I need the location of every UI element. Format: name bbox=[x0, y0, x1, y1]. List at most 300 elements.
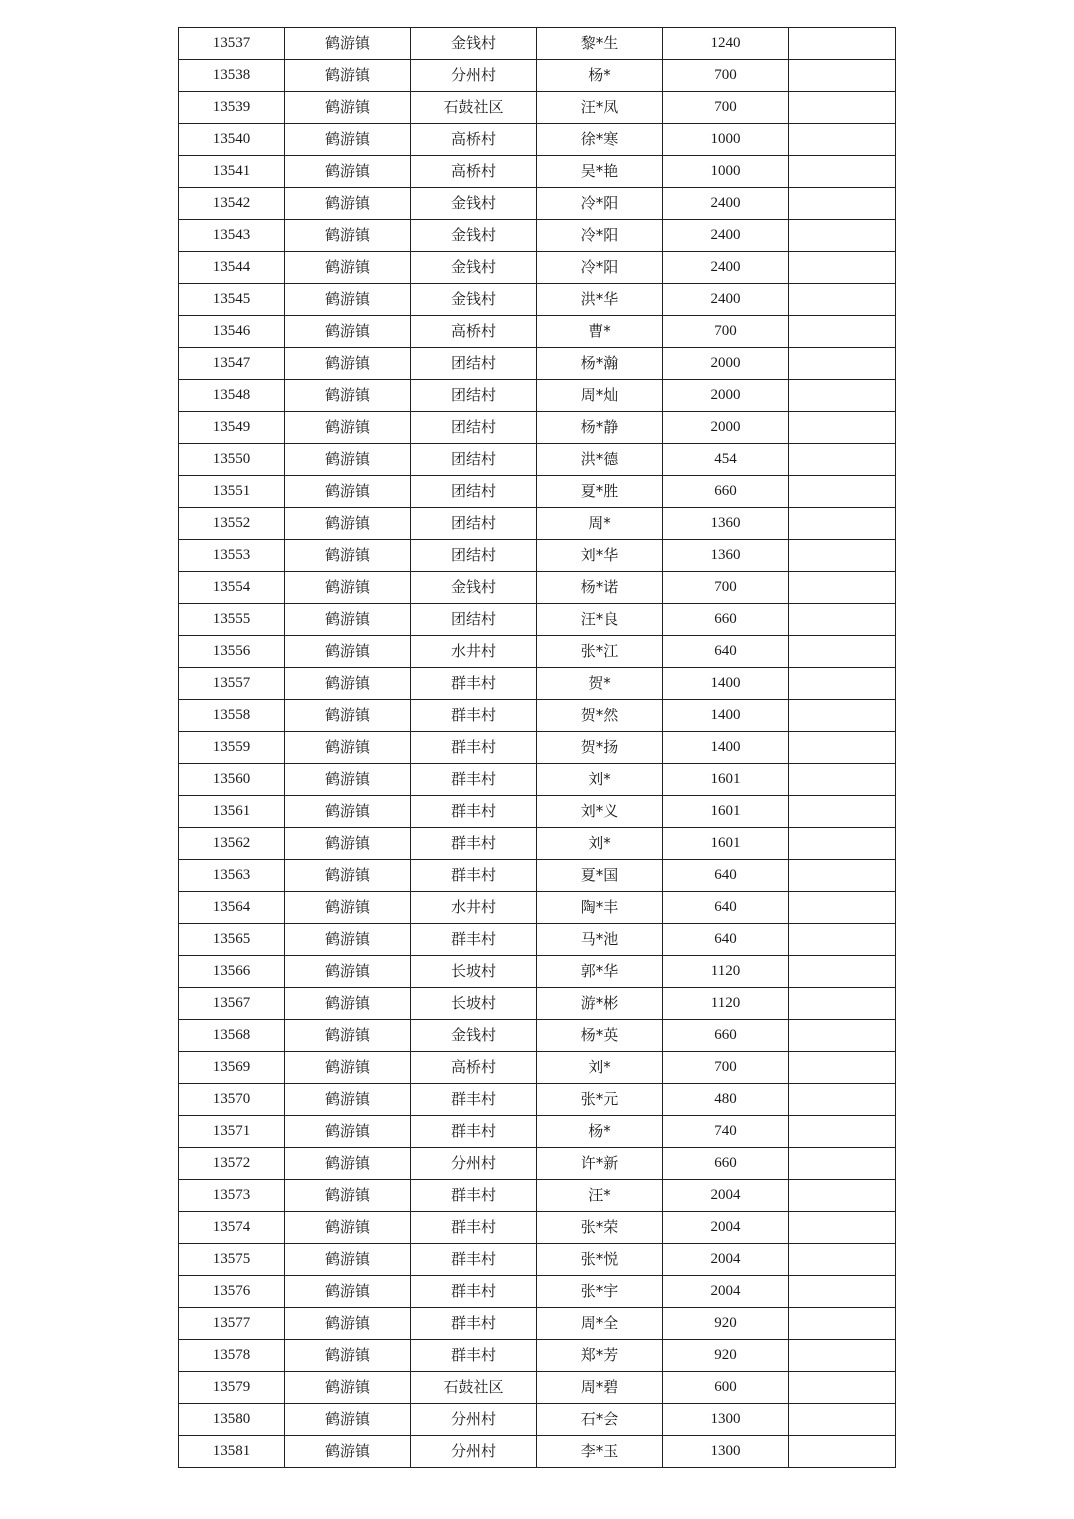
table-row bbox=[179, 860, 896, 892]
village-cell: 群丰村 bbox=[411, 860, 537, 892]
town-cell: 鹤游镇 bbox=[285, 1084, 411, 1116]
serial-number-cell: 13548 bbox=[179, 380, 285, 412]
table-row bbox=[179, 988, 896, 1020]
table-row bbox=[179, 252, 896, 284]
amount-cell: 640 bbox=[663, 892, 789, 924]
amount-cell: 1601 bbox=[663, 796, 789, 828]
amount-cell: 2004 bbox=[663, 1180, 789, 1212]
town-cell: 鹤游镇 bbox=[285, 380, 411, 412]
serial-number-cell: 13556 bbox=[179, 636, 285, 668]
serial-number-cell: 13540 bbox=[179, 124, 285, 156]
name-cell: 杨* bbox=[537, 60, 663, 92]
amount-cell: 2400 bbox=[663, 284, 789, 316]
table-row bbox=[179, 892, 896, 924]
serial-number-cell: 13551 bbox=[179, 476, 285, 508]
remark-cell bbox=[789, 284, 896, 316]
remark-cell bbox=[789, 316, 896, 348]
remark-cell bbox=[789, 252, 896, 284]
name-cell: 张*荣 bbox=[537, 1212, 663, 1244]
name-cell: 黎*生 bbox=[537, 28, 663, 60]
amount-cell: 2004 bbox=[663, 1212, 789, 1244]
table-row bbox=[179, 924, 896, 956]
table-row bbox=[179, 124, 896, 156]
serial-number-cell: 13562 bbox=[179, 828, 285, 860]
village-cell: 团结村 bbox=[411, 380, 537, 412]
amount-cell: 660 bbox=[663, 1148, 789, 1180]
serial-number-cell: 13577 bbox=[179, 1308, 285, 1340]
remark-cell bbox=[789, 924, 896, 956]
name-cell: 夏*胜 bbox=[537, 476, 663, 508]
amount-cell: 700 bbox=[663, 1052, 789, 1084]
town-cell: 鹤游镇 bbox=[285, 1276, 411, 1308]
amount-cell: 1601 bbox=[663, 764, 789, 796]
remark-cell bbox=[789, 572, 896, 604]
name-cell: 冷*阳 bbox=[537, 188, 663, 220]
serial-number-cell: 13550 bbox=[179, 444, 285, 476]
name-cell: 周* bbox=[537, 508, 663, 540]
table-row bbox=[179, 220, 896, 252]
town-cell: 鹤游镇 bbox=[285, 540, 411, 572]
serial-number-cell: 13555 bbox=[179, 604, 285, 636]
remark-cell bbox=[789, 1372, 896, 1404]
remark-cell bbox=[789, 828, 896, 860]
remark-cell bbox=[789, 988, 896, 1020]
name-cell: 周*灿 bbox=[537, 380, 663, 412]
town-cell: 鹤游镇 bbox=[285, 988, 411, 1020]
name-cell: 刘* bbox=[537, 828, 663, 860]
name-cell: 周*全 bbox=[537, 1308, 663, 1340]
amount-cell: 1360 bbox=[663, 508, 789, 540]
amount-cell: 2004 bbox=[663, 1276, 789, 1308]
town-cell: 鹤游镇 bbox=[285, 572, 411, 604]
table-row bbox=[179, 764, 896, 796]
table-row bbox=[179, 412, 896, 444]
data-table bbox=[178, 27, 896, 1468]
serial-number-cell: 13544 bbox=[179, 252, 285, 284]
table-row bbox=[179, 92, 896, 124]
serial-number-cell: 13543 bbox=[179, 220, 285, 252]
name-cell: 洪*德 bbox=[537, 444, 663, 476]
town-cell: 鹤游镇 bbox=[285, 476, 411, 508]
town-cell: 鹤游镇 bbox=[285, 732, 411, 764]
name-cell: 马*池 bbox=[537, 924, 663, 956]
town-cell: 鹤游镇 bbox=[285, 1116, 411, 1148]
village-cell: 石鼓社区 bbox=[411, 92, 537, 124]
remark-cell bbox=[789, 1052, 896, 1084]
name-cell: 周*碧 bbox=[537, 1372, 663, 1404]
remark-cell bbox=[789, 220, 896, 252]
name-cell: 张*元 bbox=[537, 1084, 663, 1116]
village-cell: 群丰村 bbox=[411, 1212, 537, 1244]
remark-cell bbox=[789, 1116, 896, 1148]
table-body bbox=[179, 28, 896, 1468]
village-cell: 群丰村 bbox=[411, 1180, 537, 1212]
name-cell: 冷*阳 bbox=[537, 252, 663, 284]
serial-number-cell: 13549 bbox=[179, 412, 285, 444]
name-cell: 许*新 bbox=[537, 1148, 663, 1180]
amount-cell: 700 bbox=[663, 92, 789, 124]
amount-cell: 1120 bbox=[663, 988, 789, 1020]
name-cell: 夏*国 bbox=[537, 860, 663, 892]
table-row bbox=[179, 284, 896, 316]
village-cell: 群丰村 bbox=[411, 764, 537, 796]
village-cell: 水井村 bbox=[411, 892, 537, 924]
village-cell: 群丰村 bbox=[411, 828, 537, 860]
village-cell: 金钱村 bbox=[411, 284, 537, 316]
serial-number-cell: 13542 bbox=[179, 188, 285, 220]
serial-number-cell: 13580 bbox=[179, 1404, 285, 1436]
remark-cell bbox=[789, 1244, 896, 1276]
table-row bbox=[179, 668, 896, 700]
town-cell: 鹤游镇 bbox=[285, 1404, 411, 1436]
table-row bbox=[179, 828, 896, 860]
town-cell: 鹤游镇 bbox=[285, 1020, 411, 1052]
town-cell: 鹤游镇 bbox=[285, 156, 411, 188]
remark-cell bbox=[789, 1404, 896, 1436]
town-cell: 鹤游镇 bbox=[285, 508, 411, 540]
amount-cell: 1601 bbox=[663, 828, 789, 860]
town-cell: 鹤游镇 bbox=[285, 124, 411, 156]
village-cell: 金钱村 bbox=[411, 28, 537, 60]
remark-cell bbox=[789, 156, 896, 188]
remark-cell bbox=[789, 92, 896, 124]
table-row bbox=[179, 188, 896, 220]
table-row bbox=[179, 316, 896, 348]
serial-number-cell: 13575 bbox=[179, 1244, 285, 1276]
serial-number-cell: 13561 bbox=[179, 796, 285, 828]
remark-cell bbox=[789, 700, 896, 732]
remark-cell bbox=[789, 796, 896, 828]
name-cell: 李*玉 bbox=[537, 1436, 663, 1468]
table-row bbox=[179, 380, 896, 412]
serial-number-cell: 13579 bbox=[179, 1372, 285, 1404]
remark-cell bbox=[789, 668, 896, 700]
remark-cell bbox=[789, 892, 896, 924]
village-cell: 金钱村 bbox=[411, 252, 537, 284]
amount-cell: 640 bbox=[663, 636, 789, 668]
village-cell: 群丰村 bbox=[411, 1244, 537, 1276]
amount-cell: 2004 bbox=[663, 1244, 789, 1276]
name-cell: 郑*芳 bbox=[537, 1340, 663, 1372]
town-cell: 鹤游镇 bbox=[285, 1372, 411, 1404]
town-cell: 鹤游镇 bbox=[285, 252, 411, 284]
name-cell: 洪*华 bbox=[537, 284, 663, 316]
village-cell: 高桥村 bbox=[411, 156, 537, 188]
name-cell: 刘* bbox=[537, 764, 663, 796]
table-row bbox=[179, 1052, 896, 1084]
remark-cell bbox=[789, 1212, 896, 1244]
amount-cell: 1400 bbox=[663, 668, 789, 700]
amount-cell: 1300 bbox=[663, 1436, 789, 1468]
table-row bbox=[179, 1084, 896, 1116]
remark-cell bbox=[789, 444, 896, 476]
name-cell: 吴*艳 bbox=[537, 156, 663, 188]
serial-number-cell: 13545 bbox=[179, 284, 285, 316]
town-cell: 鹤游镇 bbox=[285, 1340, 411, 1372]
town-cell: 鹤游镇 bbox=[285, 956, 411, 988]
village-cell: 金钱村 bbox=[411, 220, 537, 252]
remark-cell bbox=[789, 412, 896, 444]
amount-cell: 2400 bbox=[663, 252, 789, 284]
town-cell: 鹤游镇 bbox=[285, 860, 411, 892]
serial-number-cell: 13554 bbox=[179, 572, 285, 604]
name-cell: 贺* bbox=[537, 668, 663, 700]
town-cell: 鹤游镇 bbox=[285, 412, 411, 444]
remark-cell bbox=[789, 764, 896, 796]
amount-cell: 2400 bbox=[663, 220, 789, 252]
town-cell: 鹤游镇 bbox=[285, 220, 411, 252]
remark-cell bbox=[789, 1180, 896, 1212]
village-cell: 水井村 bbox=[411, 636, 537, 668]
town-cell: 鹤游镇 bbox=[285, 668, 411, 700]
village-cell: 长坡村 bbox=[411, 988, 537, 1020]
amount-cell: 1400 bbox=[663, 700, 789, 732]
town-cell: 鹤游镇 bbox=[285, 892, 411, 924]
serial-number-cell: 13553 bbox=[179, 540, 285, 572]
name-cell: 贺*然 bbox=[537, 700, 663, 732]
town-cell: 鹤游镇 bbox=[285, 924, 411, 956]
amount-cell: 2000 bbox=[663, 412, 789, 444]
amount-cell: 740 bbox=[663, 1116, 789, 1148]
serial-number-cell: 13541 bbox=[179, 156, 285, 188]
serial-number-cell: 13566 bbox=[179, 956, 285, 988]
name-cell: 曹* bbox=[537, 316, 663, 348]
village-cell: 分州村 bbox=[411, 60, 537, 92]
table-row bbox=[179, 508, 896, 540]
table-row bbox=[179, 540, 896, 572]
amount-cell: 640 bbox=[663, 860, 789, 892]
village-cell: 群丰村 bbox=[411, 1276, 537, 1308]
table-row bbox=[179, 1436, 896, 1468]
table-row bbox=[179, 348, 896, 380]
amount-cell: 1240 bbox=[663, 28, 789, 60]
table-row bbox=[179, 956, 896, 988]
serial-number-cell: 13559 bbox=[179, 732, 285, 764]
amount-cell: 1120 bbox=[663, 956, 789, 988]
serial-number-cell: 13567 bbox=[179, 988, 285, 1020]
name-cell: 杨*瀚 bbox=[537, 348, 663, 380]
amount-cell: 480 bbox=[663, 1084, 789, 1116]
village-cell: 金钱村 bbox=[411, 572, 537, 604]
table-row bbox=[179, 156, 896, 188]
table-row bbox=[179, 1372, 896, 1404]
remark-cell bbox=[789, 956, 896, 988]
amount-cell: 660 bbox=[663, 604, 789, 636]
name-cell: 游*彬 bbox=[537, 988, 663, 1020]
name-cell: 杨*静 bbox=[537, 412, 663, 444]
amount-cell: 660 bbox=[663, 1020, 789, 1052]
remark-cell bbox=[789, 540, 896, 572]
serial-number-cell: 13573 bbox=[179, 1180, 285, 1212]
name-cell: 张*悦 bbox=[537, 1244, 663, 1276]
serial-number-cell: 13565 bbox=[179, 924, 285, 956]
amount-cell: 1400 bbox=[663, 732, 789, 764]
remark-cell bbox=[789, 732, 896, 764]
table-row bbox=[179, 1340, 896, 1372]
name-cell: 杨* bbox=[537, 1116, 663, 1148]
village-cell: 高桥村 bbox=[411, 316, 537, 348]
name-cell: 汪*良 bbox=[537, 604, 663, 636]
table-row bbox=[179, 1116, 896, 1148]
amount-cell: 1300 bbox=[663, 1404, 789, 1436]
town-cell: 鹤游镇 bbox=[285, 316, 411, 348]
table-row bbox=[179, 1212, 896, 1244]
table-row bbox=[179, 60, 896, 92]
village-cell: 分州村 bbox=[411, 1404, 537, 1436]
serial-number-cell: 13538 bbox=[179, 60, 285, 92]
town-cell: 鹤游镇 bbox=[285, 1308, 411, 1340]
town-cell: 鹤游镇 bbox=[285, 1244, 411, 1276]
town-cell: 鹤游镇 bbox=[285, 828, 411, 860]
amount-cell: 700 bbox=[663, 316, 789, 348]
serial-number-cell: 13552 bbox=[179, 508, 285, 540]
village-cell: 团结村 bbox=[411, 348, 537, 380]
remark-cell bbox=[789, 1308, 896, 1340]
name-cell: 刘* bbox=[537, 1052, 663, 1084]
name-cell: 贺*扬 bbox=[537, 732, 663, 764]
serial-number-cell: 13558 bbox=[179, 700, 285, 732]
serial-number-cell: 13576 bbox=[179, 1276, 285, 1308]
town-cell: 鹤游镇 bbox=[285, 284, 411, 316]
village-cell: 群丰村 bbox=[411, 1340, 537, 1372]
remark-cell bbox=[789, 476, 896, 508]
town-cell: 鹤游镇 bbox=[285, 1436, 411, 1468]
town-cell: 鹤游镇 bbox=[285, 764, 411, 796]
amount-cell: 600 bbox=[663, 1372, 789, 1404]
table-row bbox=[179, 572, 896, 604]
name-cell: 陶*丰 bbox=[537, 892, 663, 924]
remark-cell bbox=[789, 860, 896, 892]
name-cell: 张*江 bbox=[537, 636, 663, 668]
town-cell: 鹤游镇 bbox=[285, 92, 411, 124]
remark-cell bbox=[789, 60, 896, 92]
name-cell: 郭*华 bbox=[537, 956, 663, 988]
village-cell: 团结村 bbox=[411, 444, 537, 476]
remark-cell bbox=[789, 636, 896, 668]
town-cell: 鹤游镇 bbox=[285, 604, 411, 636]
serial-number-cell: 13572 bbox=[179, 1148, 285, 1180]
name-cell: 徐*寒 bbox=[537, 124, 663, 156]
name-cell: 张*宇 bbox=[537, 1276, 663, 1308]
table-row bbox=[179, 796, 896, 828]
table-row bbox=[179, 1020, 896, 1052]
town-cell: 鹤游镇 bbox=[285, 1052, 411, 1084]
village-cell: 团结村 bbox=[411, 604, 537, 636]
serial-number-cell: 13539 bbox=[179, 92, 285, 124]
amount-cell: 1000 bbox=[663, 124, 789, 156]
village-cell: 群丰村 bbox=[411, 668, 537, 700]
name-cell: 汪* bbox=[537, 1180, 663, 1212]
serial-number-cell: 13564 bbox=[179, 892, 285, 924]
serial-number-cell: 13546 bbox=[179, 316, 285, 348]
remark-cell bbox=[789, 1436, 896, 1468]
village-cell: 石鼓社区 bbox=[411, 1372, 537, 1404]
name-cell: 杨*诺 bbox=[537, 572, 663, 604]
village-cell: 群丰村 bbox=[411, 1116, 537, 1148]
remark-cell bbox=[789, 1276, 896, 1308]
table-row bbox=[179, 1404, 896, 1436]
town-cell: 鹤游镇 bbox=[285, 28, 411, 60]
remark-cell bbox=[789, 1148, 896, 1180]
remark-cell bbox=[789, 348, 896, 380]
serial-number-cell: 13574 bbox=[179, 1212, 285, 1244]
table-row bbox=[179, 1276, 896, 1308]
remark-cell bbox=[789, 508, 896, 540]
serial-number-cell: 13581 bbox=[179, 1436, 285, 1468]
serial-number-cell: 13570 bbox=[179, 1084, 285, 1116]
table-row bbox=[179, 1244, 896, 1276]
village-cell: 高桥村 bbox=[411, 124, 537, 156]
village-cell: 长坡村 bbox=[411, 956, 537, 988]
name-cell: 冷*阳 bbox=[537, 220, 663, 252]
name-cell: 石*会 bbox=[537, 1404, 663, 1436]
table-row bbox=[179, 476, 896, 508]
amount-cell: 700 bbox=[663, 572, 789, 604]
amount-cell: 2400 bbox=[663, 188, 789, 220]
village-cell: 团结村 bbox=[411, 508, 537, 540]
village-cell: 金钱村 bbox=[411, 188, 537, 220]
remark-cell bbox=[789, 1084, 896, 1116]
serial-number-cell: 13563 bbox=[179, 860, 285, 892]
village-cell: 群丰村 bbox=[411, 1084, 537, 1116]
town-cell: 鹤游镇 bbox=[285, 1148, 411, 1180]
village-cell: 团结村 bbox=[411, 540, 537, 572]
town-cell: 鹤游镇 bbox=[285, 188, 411, 220]
town-cell: 鹤游镇 bbox=[285, 796, 411, 828]
village-cell: 高桥村 bbox=[411, 1052, 537, 1084]
table-row bbox=[179, 636, 896, 668]
village-cell: 团结村 bbox=[411, 476, 537, 508]
table-row bbox=[179, 1180, 896, 1212]
village-cell: 金钱村 bbox=[411, 1020, 537, 1052]
table-row bbox=[179, 1148, 896, 1180]
serial-number-cell: 13569 bbox=[179, 1052, 285, 1084]
table-row bbox=[179, 28, 896, 60]
village-cell: 分州村 bbox=[411, 1148, 537, 1180]
town-cell: 鹤游镇 bbox=[285, 348, 411, 380]
amount-cell: 1360 bbox=[663, 540, 789, 572]
serial-number-cell: 13578 bbox=[179, 1340, 285, 1372]
serial-number-cell: 13557 bbox=[179, 668, 285, 700]
serial-number-cell: 13568 bbox=[179, 1020, 285, 1052]
table-row bbox=[179, 700, 896, 732]
town-cell: 鹤游镇 bbox=[285, 700, 411, 732]
village-cell: 团结村 bbox=[411, 412, 537, 444]
amount-cell: 640 bbox=[663, 924, 789, 956]
amount-cell: 1000 bbox=[663, 156, 789, 188]
town-cell: 鹤游镇 bbox=[285, 444, 411, 476]
remark-cell bbox=[789, 124, 896, 156]
amount-cell: 454 bbox=[663, 444, 789, 476]
remark-cell bbox=[789, 1340, 896, 1372]
town-cell: 鹤游镇 bbox=[285, 1212, 411, 1244]
remark-cell bbox=[789, 1020, 896, 1052]
remark-cell bbox=[789, 28, 896, 60]
amount-cell: 920 bbox=[663, 1340, 789, 1372]
village-cell: 群丰村 bbox=[411, 700, 537, 732]
name-cell: 刘*义 bbox=[537, 796, 663, 828]
village-cell: 群丰村 bbox=[411, 924, 537, 956]
town-cell: 鹤游镇 bbox=[285, 1180, 411, 1212]
serial-number-cell: 13537 bbox=[179, 28, 285, 60]
town-cell: 鹤游镇 bbox=[285, 60, 411, 92]
village-cell: 群丰村 bbox=[411, 796, 537, 828]
village-cell: 分州村 bbox=[411, 1436, 537, 1468]
village-cell: 群丰村 bbox=[411, 732, 537, 764]
remark-cell bbox=[789, 188, 896, 220]
name-cell: 刘*华 bbox=[537, 540, 663, 572]
serial-number-cell: 13560 bbox=[179, 764, 285, 796]
